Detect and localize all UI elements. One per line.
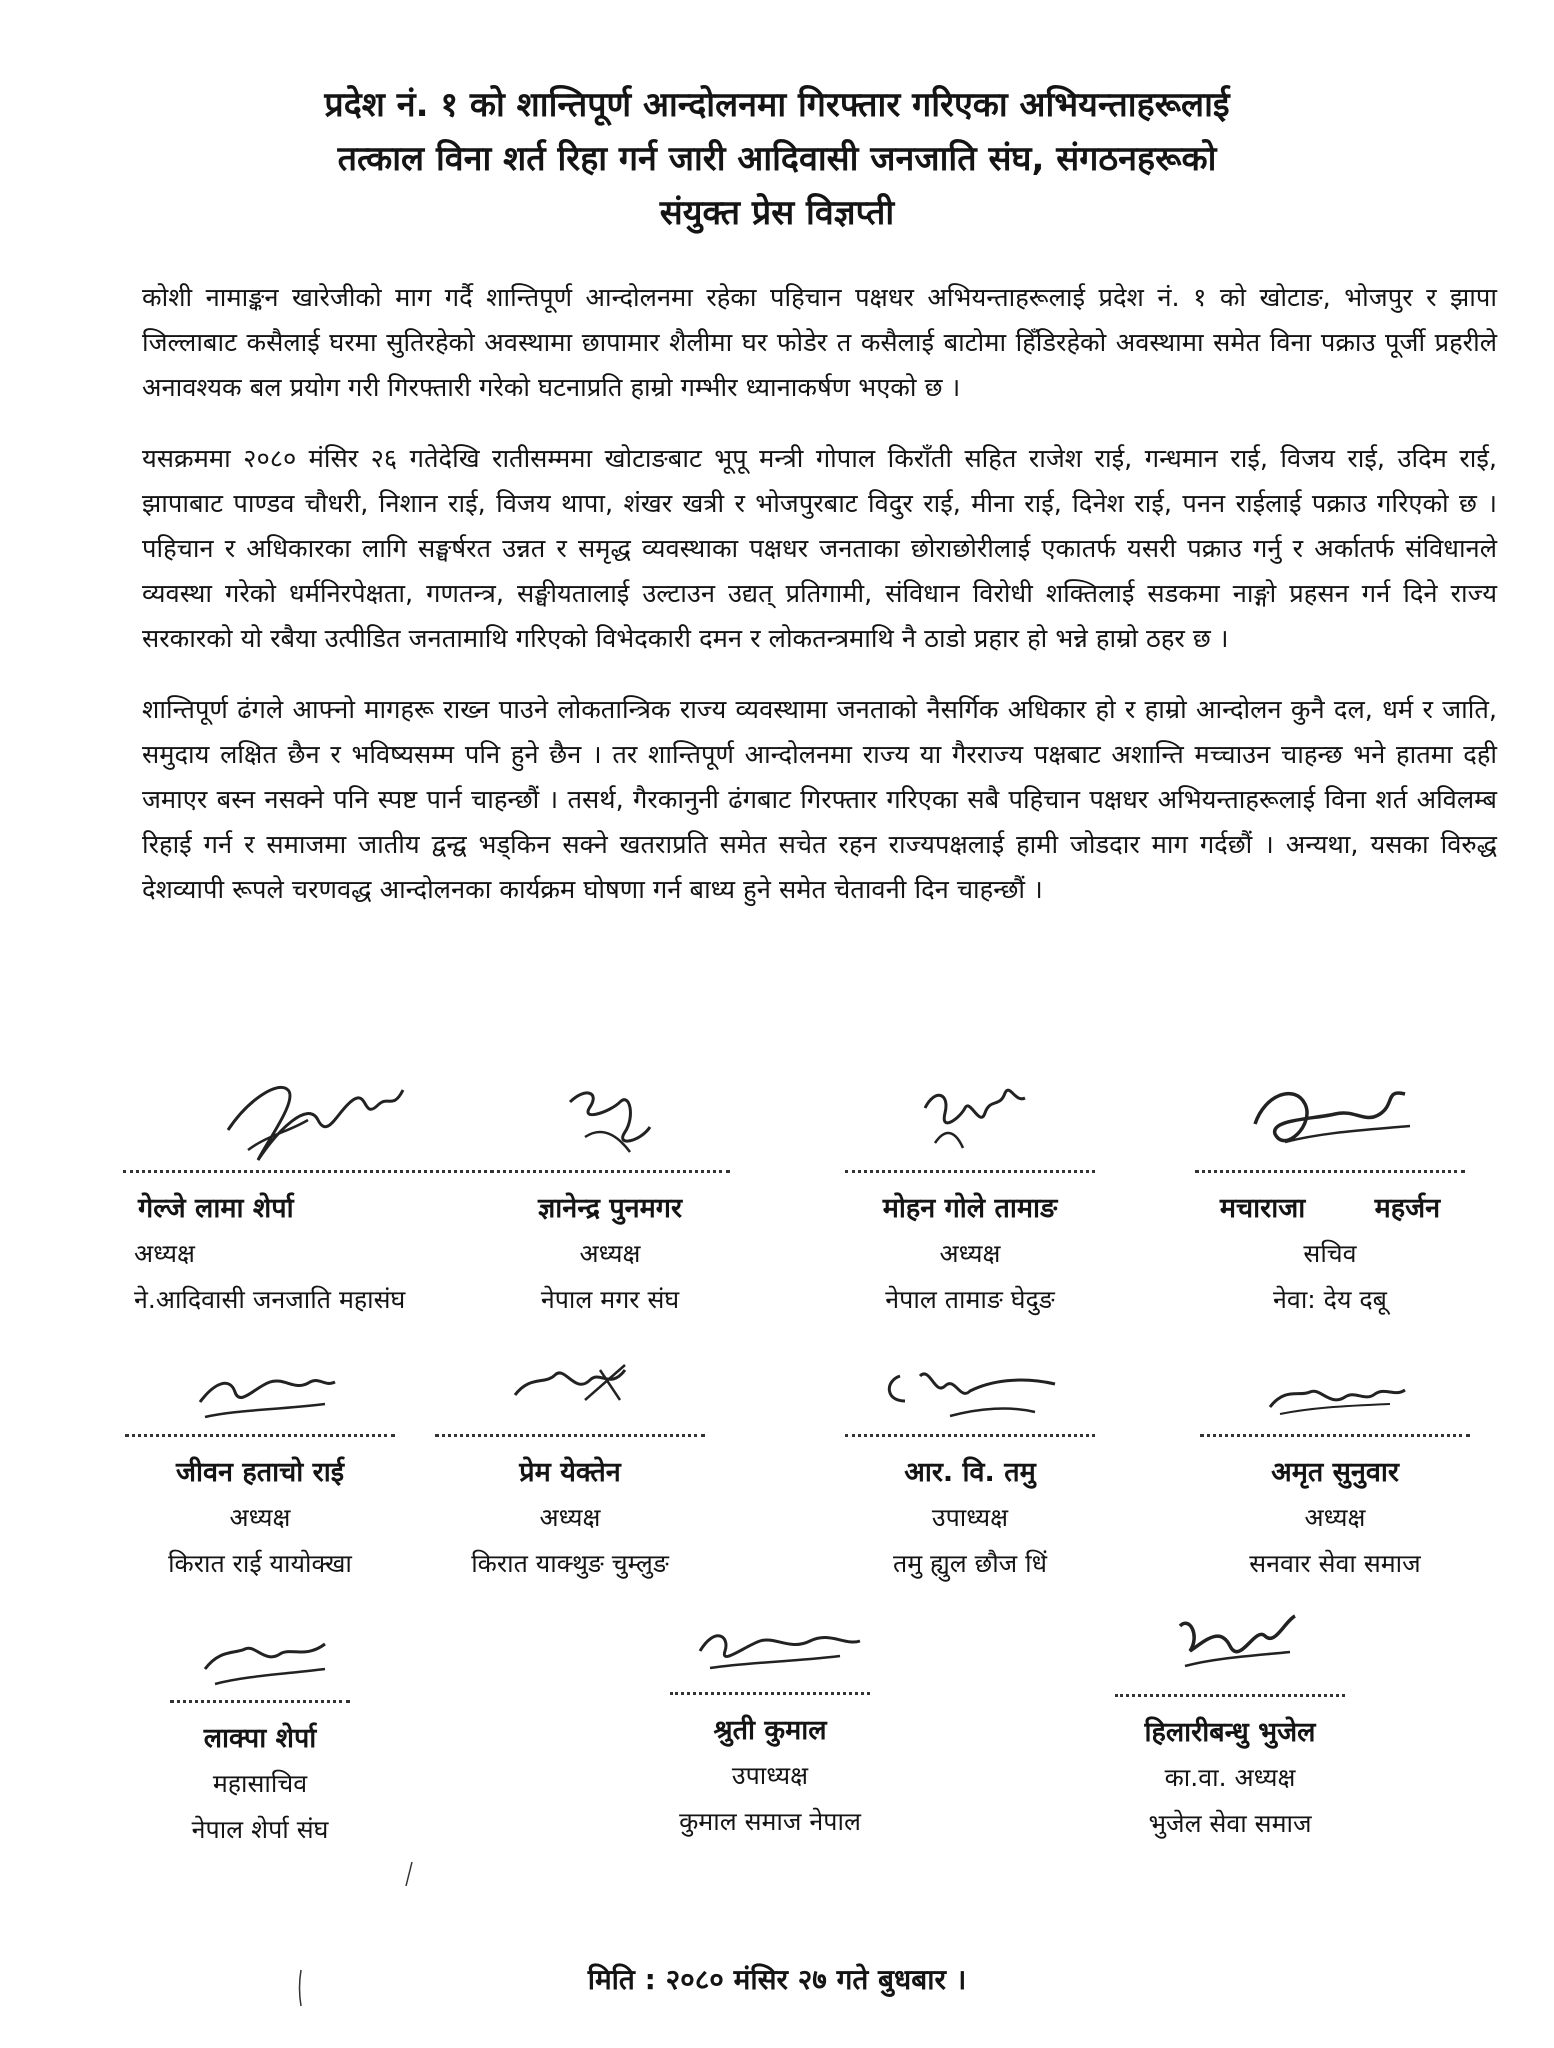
signatory-name: मोहन गोले तामाङ [882, 1193, 1058, 1224]
signature-mark-4 [1225, 1064, 1435, 1168]
stray-pen-mark [404, 1860, 416, 1888]
signatory-name: हिलारीबन्धु भुजेल [1144, 1717, 1316, 1748]
signatory-role: सचिव [1303, 1239, 1357, 1268]
signatory-role: अध्यक्ष [579, 1239, 641, 1268]
signature-line [123, 1170, 493, 1173]
signature-block-6 [420, 1350, 720, 1587]
signature-block-4 [1180, 1064, 1480, 1323]
title-line-2: तत्काल विना शर्त रिहा गर्न जारी आदिवासी जनजाति संघ, संगठनहरूको [337, 139, 1217, 179]
signatory-role: का.वा. अध्यक्ष [1164, 1763, 1296, 1792]
signatory-role: अध्यक्ष [229, 1503, 291, 1532]
signature-line [435, 1434, 705, 1437]
signature-mark-2 [540, 1072, 680, 1168]
signature-line [1195, 1170, 1465, 1173]
signatory-role: अध्यक्ष [539, 1503, 601, 1532]
paragraph-3: शान्तिपूर्ण ढंगले आफ्नो मागहरू राख्न पाउने लोकतान्त्रिक राज्य व्यवस्थामा जनताको नैसर्गिक अधिकार हो र हाम्रो आन्दोलन कुनै दल, धर्म र जाति, समुदाय लक्षित छैन र भविष्यसम्म पनि हुने छैन । तर शान्तिपूर्ण आन्दोलनमा राज्य या गैरराज्य पक्षबाट अशान्ति मच्चाउन चाहन्छ भने हातमा दही जमाएर बस्न नसक्ने पनि स्पष्ट पार्न चाहन्छौं । तसर्थ, गैरकानुनी ढंगबाट गिरफ्तार गरिएका सबै पहिचान पक्षधर अभियन्ताहरूलाई विना शर्त अविलम्ब रिहाई गर्न र समाजमा जातीय द्वन्द्व भड्किन सक्ने खतराप्रति समेत सचेत रहन राज्यपक्षलाई हामी जोडदार माग गर्दछौं । अन्यथा, यसका विरुद्ध देशव्यापी रूपले चरणवद्ध आन्दोलनका कार्यक्रम घोषणा गर्न बाध्य हुने समेत चेतावनी दिन चाहन्छौं । [142, 695, 1497, 905]
signature-mark-7 [860, 1346, 1080, 1432]
signatory-name: प्रेम येक्तेन [519, 1457, 621, 1488]
signatory-role: अध्यक्ष [939, 1239, 1001, 1268]
signatory-org: ने.आदिवासी जनजाति महासंघ [134, 1285, 406, 1314]
signature-line [1200, 1434, 1470, 1437]
signatory-org: किरात राई यायोक्खा [168, 1549, 352, 1578]
signature-mark-5 [175, 1352, 345, 1432]
signature-mark-11 [1150, 1596, 1310, 1692]
signature-block-5 [110, 1352, 410, 1587]
signature-mark-8 [1250, 1362, 1420, 1432]
signature-line [490, 1170, 730, 1173]
signatory-name: आर. वि. तमु [904, 1457, 1036, 1488]
signatory-org: नेपाल मगर संघ [540, 1285, 680, 1314]
signatory-org: सनवार सेवा समाज [1249, 1549, 1421, 1578]
signatory-name: गेल्जे लामा शेर्पा [138, 1193, 294, 1224]
signature-mark-1 [188, 1060, 428, 1168]
signature-line [670, 1692, 870, 1695]
signature-line [1115, 1694, 1345, 1697]
paragraph-1: कोशी नामाङ्कन खारेजीको माग गर्दै शान्तिपूर्ण आन्दोलनमा रहेका पहिचान पक्षधर अभियन्ताहरूलाई प्रदेश नं. १ को खोटाङ, भोजपुर र झापा जिल्लाबाट कसैलाई घरमा सुतिरहेको अवस्थामा छापामार शैलीमा घर फोडेर त कसैलाई बाटोमा हिँडिरहेको अवस्थामा समेत विना पक्राउ पूर्जी प्रहरीले अनावश्यक बल प्रयोग गरी गिरफ्तारी गरेको घटनाप्रति हाम्रो गम्भीर ध्यानाकर्षण भएको छ । [142, 283, 1497, 403]
document-title [120, 78, 1434, 240]
signature-block-1 [118, 1060, 498, 1323]
signature-mark-9 [175, 1614, 345, 1698]
signature-mark-10 [670, 1606, 870, 1690]
signatory-org: नेवा: देय दबू [1273, 1285, 1387, 1314]
signature-block-11 [1090, 1596, 1370, 1847]
signatory-name: अमृत सुनुवार [1271, 1457, 1399, 1488]
signatory-name: श्रुती कुमाल [713, 1715, 827, 1746]
signatory-org: किरात याक्थुङ चुम्लुङ [471, 1549, 669, 1578]
signature-block-2 [470, 1072, 750, 1323]
document-date: मिति : २०८० मंसिर २७ गते बुधबार । [587, 1963, 967, 1996]
paragraph-2: यसक्रममा २०८० मंसिर २६ गतेदेखि रातीसम्ममा खोटाङबाट भूपू मन्त्री गोपाल किराँती सहित राजेश राई, गन्धमान राई, विजय राई, उदिम राई, झापाबाट पाण्डव चौधरी, निशान राई, विजय थापा, शंखर खत्री र भोजपुरबाट विदुर राई, मीना राई, दिनेश राई, पनन राईलाई पक्राउ गरिएको छ । पहिचान र अधिकारका लागि सङ्घर्षरत उन्नत र समृद्ध व्यवस्थाका पक्षधर जनताका छोराछोरीलाई एकातर्फ यसरी पक्राउ गर्नु र अर्कातर्फ संविधानले व्यवस्था गरेको धर्मनिरपेक्षता, गणतन्त्र, सङ्घीयतालाई उल्टाउन उद्यत् प्रतिगामी, संविधान विरोधी शक्तिलाई सडकमा नाङ्गो प्रहसन गर्न दिने राज्य सरकारको यो रबैया उत्पीडित जनतामाथि गरिएको विभेदकारी दमन र लोकतन्त्रमाथि नै ठाडो प्रहार हो भन्ने हाम्रो ठहर छ । [142, 444, 1497, 654]
signatory-name: जीवन हताचो राई [176, 1457, 344, 1488]
signatory-name: मचाराजा महर्जन [1219, 1193, 1441, 1224]
signatory-org: तमु ह्युल छौज धिं [892, 1549, 1048, 1578]
signature-line [125, 1434, 395, 1437]
signatory-org: नेपाल शेर्पा संघ [191, 1815, 329, 1844]
title-line-3: संयुक्त प्रेस विज्ञप्ती [659, 193, 895, 233]
signature-block-7 [840, 1346, 1100, 1587]
document-body [142, 276, 1497, 939]
signature-block-9 [130, 1614, 390, 1853]
signatory-name: लाक्पा शेर्पा [203, 1723, 317, 1754]
signature-line [845, 1170, 1095, 1173]
signatory-role: अध्यक्ष [1304, 1503, 1366, 1532]
signatory-org: कुमाल समाज नेपाल [679, 1807, 861, 1836]
signatory-role: उपाध्यक्ष [731, 1761, 809, 1790]
signature-mark-6 [485, 1350, 655, 1432]
title-line-1: प्रदेश नं. १ को शान्तिपूर्ण आन्दोलनमा गिरफ्तार गरिएका अभियन्ताहरूलाई [324, 85, 1230, 125]
signatory-name: ज्ञानेन्द्र पुनमगर [537, 1193, 683, 1224]
signature-block-3 [820, 1068, 1120, 1323]
signatory-role: महासाचिव [212, 1769, 308, 1798]
stray-pen-mark [296, 1968, 306, 2008]
signature-block-8 [1190, 1362, 1480, 1587]
signature-mark-3 [885, 1068, 1055, 1168]
signature-line [170, 1700, 350, 1703]
signatory-org: नेपाल तामाङ घेदुङ [885, 1285, 1055, 1314]
signature-line [845, 1434, 1095, 1437]
signatory-role: उपाध्यक्ष [931, 1503, 1009, 1532]
signatory-role: अध्यक्ष [134, 1239, 195, 1268]
signatory-org: भुजेल सेवा समाज [1148, 1809, 1312, 1838]
signature-block-10 [620, 1606, 920, 1845]
